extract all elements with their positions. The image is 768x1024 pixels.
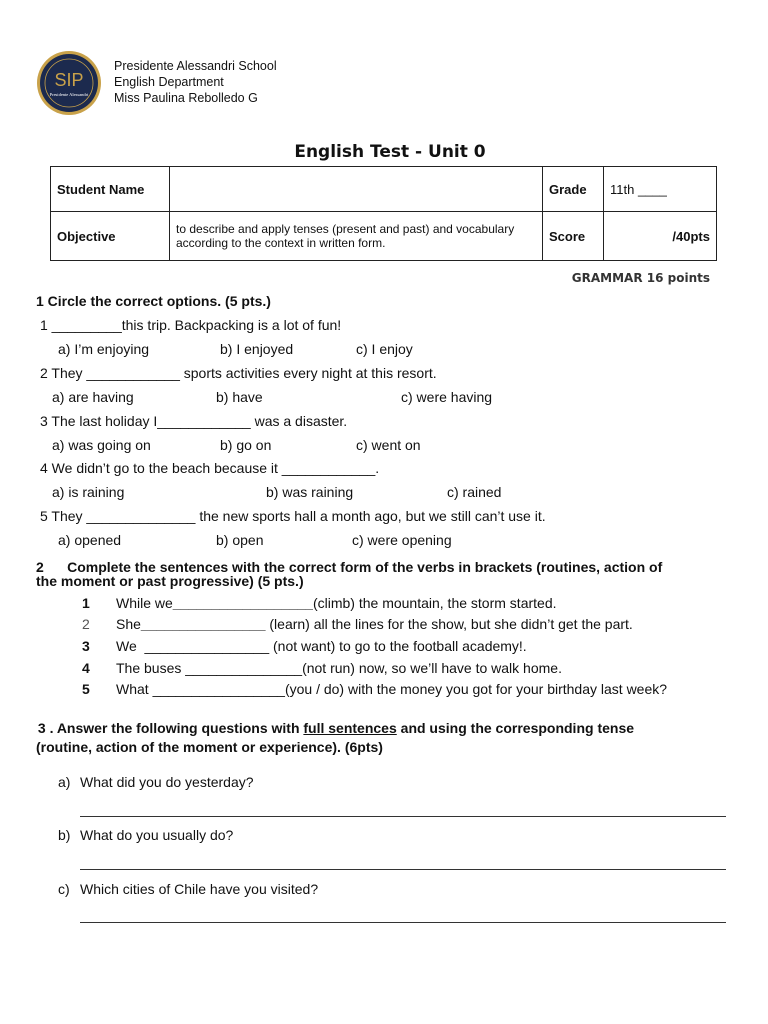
q2-item-blank[interactable]: __________________ [172,595,313,611]
school-name: Presidente Alessandri School [114,59,277,73]
q1-item-3-stem: 3 The last holiday I____________ was a disaster. [40,413,348,429]
logo-subtext: Presidente Alessandri [49,92,89,97]
q2-item-2 [82,616,633,632]
q2-item-text-pre: We [116,638,145,654]
q3-title-post: and using the corresponding tense [396,720,635,736]
q1-item-4-option-c[interactable]: c) rained [447,484,502,500]
q2-item-number: 2 [82,616,90,632]
q3-question-label: c) [58,881,70,897]
q2-item-text-post: (not want) to go to the football academy!. [269,638,527,654]
q1-item-1-option-c[interactable]: c) I enjoy [356,341,413,357]
test-title: English Test - Unit 0 [294,142,486,162]
q3-title-pre: 3 . Answer the following questions with [34,720,304,736]
q2-item-text-post: (climb) the mountain, the storm started. [312,595,557,611]
q3-question-a [58,774,254,790]
info-table [50,166,717,261]
q1-item-5-option-a[interactable]: a) opened [58,532,122,548]
q3-title-line-1 [34,720,634,736]
student-name-field[interactable] [170,167,543,212]
grade-value[interactable]: 11th ____ [604,167,717,212]
section-label: GRAMMAR 16 points [571,271,710,285]
objective-line-2: according to the context in written form. [176,236,386,250]
q1-item-2-option-b[interactable]: b) have [216,389,263,405]
q3-question-b [58,827,233,843]
q3-title-line-2: (routine, action of the moment or experience). (6pts) [36,739,383,755]
q2-item-text-pre: What [116,681,153,697]
q1-item-5-option-b[interactable]: b) open [216,532,264,548]
q2-item-4 [82,660,562,676]
q1-item-1-option-b[interactable]: b) I enjoyed [220,341,294,357]
grade-label: Grade [543,167,604,212]
q3-question-c [58,881,318,897]
logo-text: SIP [54,70,84,90]
q1-item-1-option-a[interactable]: a) I’m enjoying [58,341,150,357]
q1-item-4-option-b[interactable]: b) was raining [266,484,354,500]
q2-item-blank[interactable]: ________________ [140,616,266,632]
student-name-label: Student Name [51,167,170,212]
q1-item-2-option-a[interactable]: a) are having [52,389,134,405]
q2-item-text-pre: The buses [116,660,186,676]
q1-item-5-stem: 5 They ______________ the new sports hall a month ago, but we still can’t use it. [40,508,546,524]
q1-item-2-stem: 2 They ____________ sports activities every night at this resort. [40,365,437,381]
answer-line-b[interactable] [80,869,726,870]
q2-item-text-post: (not run) now, so we’ll have to walk home. [302,660,562,676]
q2-item-5 [82,681,667,697]
q1-item-3-option-b[interactable]: b) go on [220,437,272,453]
school-logo [36,50,102,116]
q1-title: 1 Circle the correct options. (5 pts.) [36,293,271,309]
q1-item-4-option-a[interactable]: a) is raining [52,484,125,500]
q2-item-blank[interactable]: _______________ [185,660,303,676]
q1-item-1-stem: 1 _________this trip. Backpacking is a lot of fun! [40,317,342,333]
q2-item-text-pre: While we [116,595,173,611]
q2-item-blank[interactable]: _________________ [152,681,285,697]
q2-item-number: 3 [82,638,90,654]
q1-item-2-option-c[interactable]: c) were having [401,389,493,405]
q2-item-number: 1 [82,595,90,611]
teacher-name: Miss Paulina Rebolledo G [114,91,258,105]
objective-label: Objective [51,212,170,261]
q2-item-1 [82,595,557,611]
q1-item-4-stem: 4 We didn’t go to the beach because it ____________. [40,460,380,476]
q2-item-number: 5 [82,681,90,697]
q2-item-number: 4 [82,660,90,676]
answer-line-c[interactable] [80,922,726,923]
score-value: /40pts [604,212,717,261]
q3-question-text: What do you usually do? [80,827,234,843]
q3-question-label: b) [58,827,71,843]
q2-item-3 [82,638,527,654]
answer-line-a[interactable] [80,816,726,817]
q3-question-text: Which cities of Chile have you visited? [80,881,319,897]
q3-title-underlined: full sentences [303,720,397,736]
q2-item-text-post: (learn) all the lines for the show, but she didn’t get the part. [265,616,633,632]
q2-item-blank[interactable]: ________________ [144,638,270,654]
q3-question-label: a) [58,774,71,790]
q1-item-3-option-a[interactable]: a) was going on [52,437,151,453]
q2-title-line-2: the moment or past progressive) (5 pts.) [36,573,304,589]
objective-line-1: to describe and apply tenses (present and past) and vocabulary [176,222,515,236]
q1-item-3-option-c[interactable]: c) went on [356,437,421,453]
objective-value [170,212,543,261]
q3-question-text: What did you do yesterday? [80,774,254,790]
q2-title-line-1: 2 Complete the sentences with the correct form of the verbs in brackets (routines, action of [36,559,663,575]
department-name: English Department [114,75,224,89]
q1-item-5-option-c[interactable]: c) were opening [352,532,452,548]
q2-item-text-pre: She [116,616,141,632]
score-label: Score [543,212,604,261]
q2-item-text-post: (you / do) with the money you got for your birthday last week? [284,681,668,697]
school-header [114,58,277,106]
